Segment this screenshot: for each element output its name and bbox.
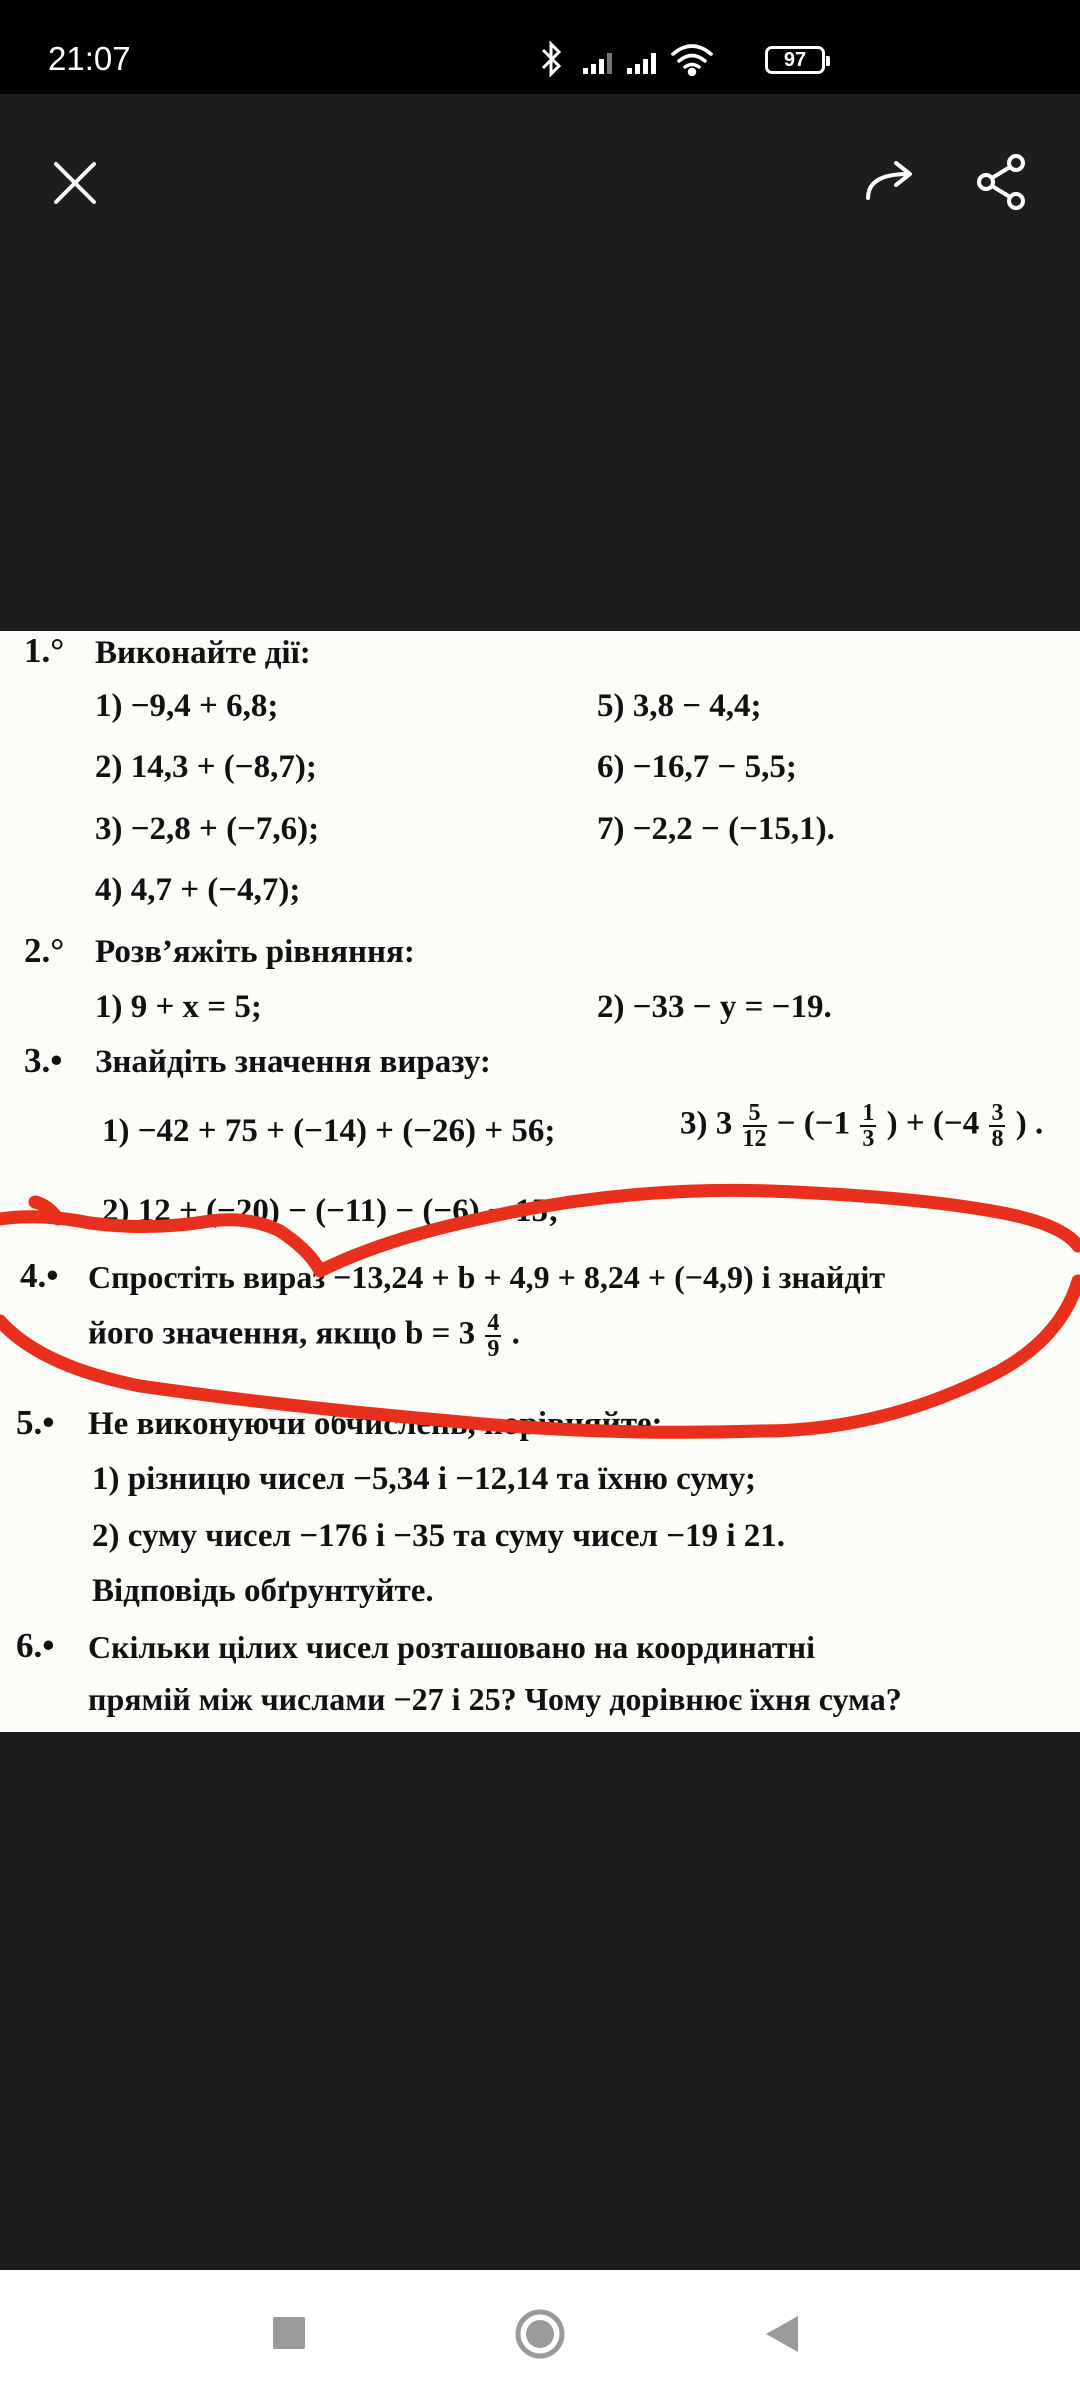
bluetooth-icon (543, 44, 559, 74)
status-icons-group (535, 40, 760, 80)
status-bar (0, 0, 1080, 94)
forward-button[interactable] (862, 160, 918, 204)
q5-note: Відповідь обґрунтуйте. (92, 1573, 434, 1609)
signal-2-icon (627, 53, 656, 74)
q2-item: 2) −33 − y = −19. (597, 989, 832, 1025)
share-button[interactable] (974, 152, 1030, 212)
q6-line2: прямій між числами −27 і 25? Чому дорівнює їхня сума? (88, 1681, 902, 1717)
q2-title: Розв’яжіть рівняння: (95, 934, 415, 970)
q3-item2: 2) 12 + (−20) − (−11) − (−6) − 15; (102, 1193, 559, 1229)
q4-number: 4.• (20, 1256, 59, 1295)
close-icon (56, 164, 94, 202)
q1-item: 4) 4,7 + (−4,7); (95, 872, 301, 908)
q6-line1: Скільки цілих чисел розташовано на координатні (88, 1629, 815, 1665)
q3-item3: 3) 3 $\frac{5}{12}$ − (−1 $\frac{1}{3}$ ) + (−4 $\frac{3}{8}$ ) . (680, 1100, 1044, 1152)
q1-item: 5) 3,8 − 4,4; (597, 688, 762, 724)
red-circle-annotation (0, 631, 1080, 1732)
navigation-bar (0, 2270, 1080, 2400)
q3-title: Знайдіть значення виразу: (95, 1044, 491, 1080)
home-icon (518, 2312, 562, 2356)
signal-1-icon (583, 53, 612, 74)
q5-title: Не виконуючи обчислень, порівняйте: (88, 1406, 663, 1442)
q1-item: 1) −9,4 + 6,8; (95, 688, 279, 724)
battery-icon: 97 (765, 46, 825, 74)
q6-number: 6.• (16, 1626, 55, 1665)
fraction: $\frac{4}{9}$ (487, 1310, 500, 1362)
q4-line1: Спростіть вираз −13,24 + b + 4,9 + 8,24 + (−4,9) і знайдіт (88, 1259, 886, 1295)
q3-item3-prefix: 3) 3 (680, 1105, 733, 1142)
q5-item1: 1) різницю чисел −5,34 і −12,14 та їхню суму; (92, 1461, 756, 1497)
photo[interactable] (0, 631, 1080, 1732)
recents-button[interactable] (270, 2314, 310, 2354)
q5-item2: 2) суму чисел −176 і −35 та суму чисел −19 і 21. (92, 1518, 786, 1554)
fraction: $\frac{5}{12}$ (742, 1100, 767, 1152)
q3-number: 3.• (24, 1041, 63, 1080)
q1-number: 1.° (24, 631, 65, 670)
q5-number: 5.• (16, 1403, 55, 1442)
q3-item1: 1) −42 + 75 + (−14) + (−26) + 56; (102, 1113, 556, 1149)
forward-icon (868, 163, 910, 198)
q1-item: 7) −2,2 − (−15,1). (597, 811, 835, 847)
q2-number: 2.° (24, 931, 65, 970)
recents-icon (273, 2317, 305, 2349)
share-icon (979, 156, 1023, 208)
close-button[interactable] (50, 158, 100, 208)
wifi-icon (673, 46, 711, 75)
q4-line2: його значення, якщо b = 3 $\frac{4}{9}$ . (88, 1310, 520, 1362)
back-icon (766, 2316, 798, 2352)
q1-title: Виконайте дії: (95, 635, 311, 671)
status-time: 21:07 (48, 40, 131, 77)
q2-item: 1) 9 + x = 5; (95, 989, 262, 1025)
fraction: $\frac{3}{8}$ (991, 1100, 1004, 1152)
q1-item: 6) −16,7 − 5,5; (597, 749, 797, 785)
home-button[interactable] (514, 2308, 566, 2360)
fraction: $\frac{1}{3}$ (862, 1100, 875, 1152)
q1-item: 2) 14,3 + (−8,7); (95, 749, 317, 785)
back-button[interactable] (762, 2312, 802, 2356)
q1-item: 3) −2,8 + (−7,6); (95, 811, 320, 847)
